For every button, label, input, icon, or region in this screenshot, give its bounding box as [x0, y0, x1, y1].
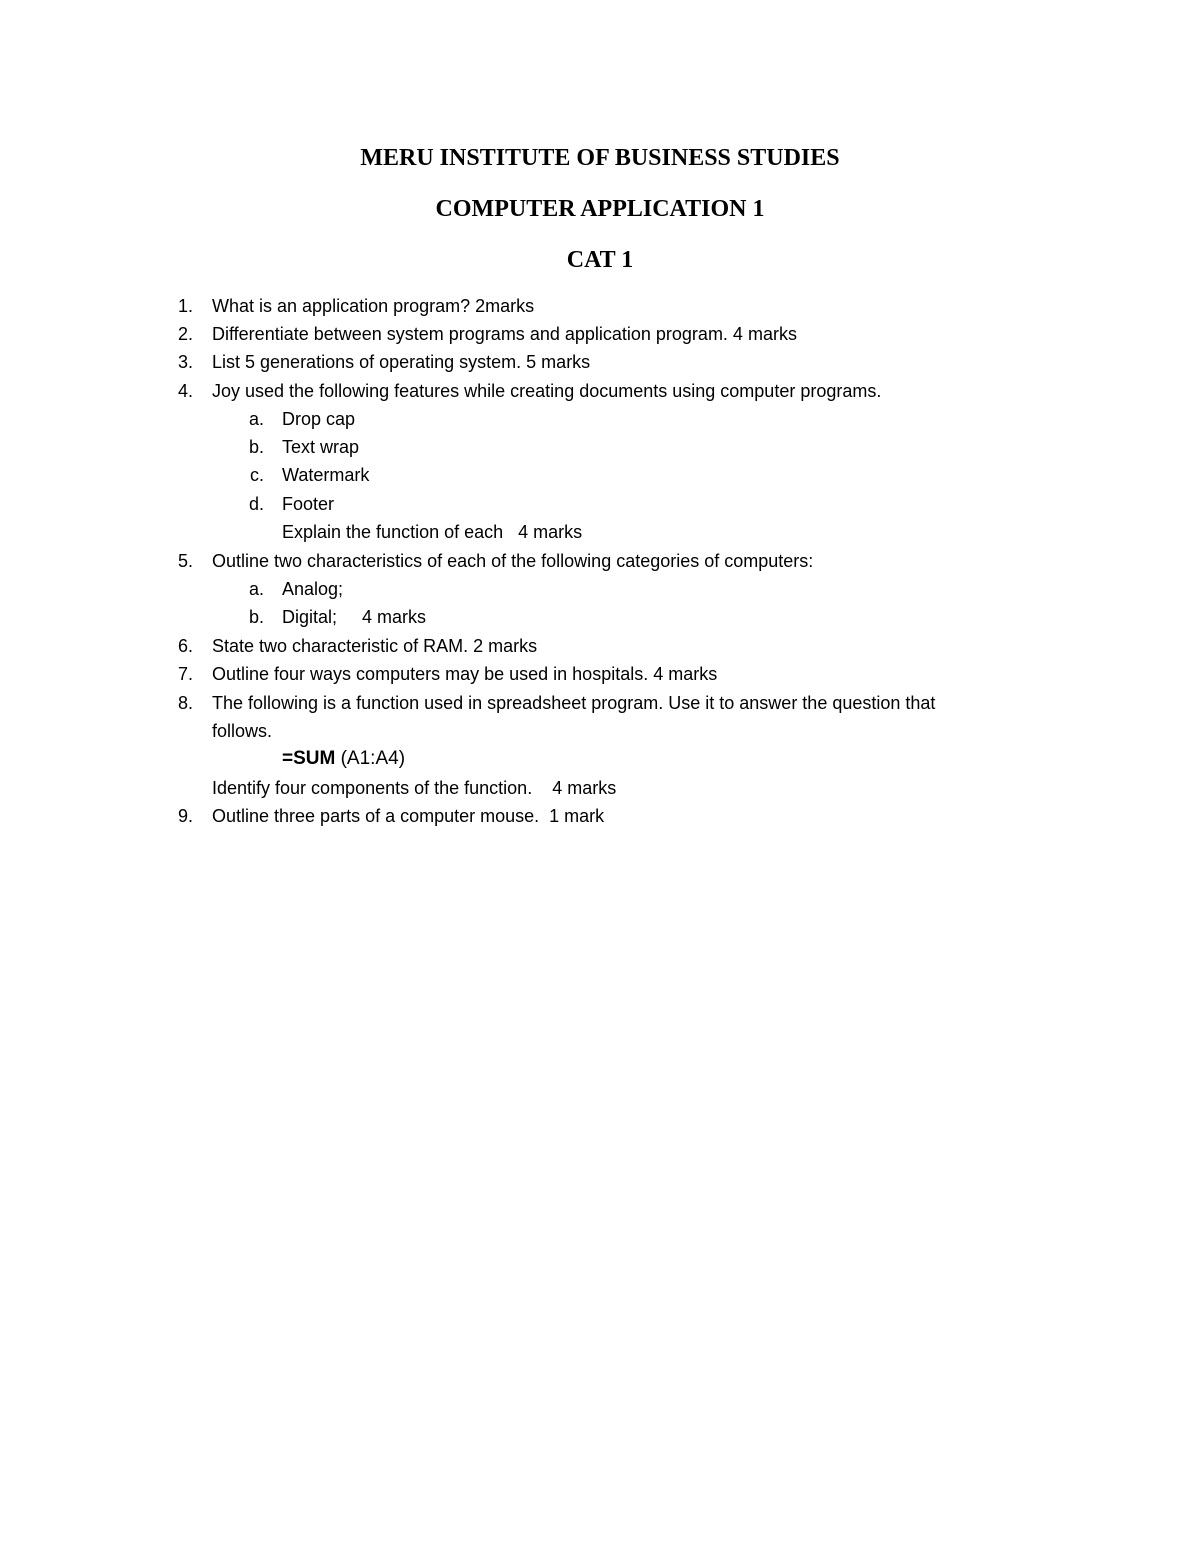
- question-text: Differentiate between system programs and application program. 4 marks: [212, 324, 797, 344]
- question-number: 3.: [177, 352, 193, 372]
- question-number: 6.: [177, 636, 193, 656]
- question-followup: Explain the function of each 4 marks: [282, 522, 583, 542]
- subitem-text: Footer: [282, 494, 335, 514]
- subitem-letter: a.: [248, 409, 264, 429]
- question-number: 1.: [177, 296, 193, 316]
- question-text: Joy used the following features while creating documents using computer programs.: [212, 381, 882, 401]
- question-followup: Identify four components of the function. 4 marks: [212, 778, 617, 798]
- subitem-letter: b.: [248, 437, 264, 457]
- subitem-text: Text wrap: [282, 437, 360, 457]
- question-number: 7.: [177, 664, 193, 684]
- exam-title: CAT 1: [566, 247, 634, 273]
- spreadsheet-formula: [282, 747, 405, 771]
- question-number: 5.: [177, 551, 193, 571]
- formula-arguments: (A1:A4): [335, 748, 406, 769]
- question-text: Outline three parts of a computer mouse. 1 mark: [212, 806, 605, 826]
- subitem-text: Digital; 4 marks: [282, 607, 427, 627]
- question-text: What is an application program? 2marks: [212, 296, 535, 316]
- question-text-continued: follows.: [212, 721, 273, 741]
- formula-function: =SUM: [282, 748, 336, 769]
- subitem-letter: d.: [248, 494, 264, 514]
- question-number: 2.: [177, 324, 193, 344]
- course-title: COMPUTER APPLICATION 1: [435, 196, 765, 222]
- question-text: State two characteristic of RAM. 2 marks: [212, 636, 538, 656]
- question-text: Outline two characteristics of each of the following categories of computers:: [212, 551, 814, 571]
- subitem-letter: a.: [248, 579, 264, 599]
- question-text: The following is a function used in spreadsheet program. Use it to answer the question that: [212, 693, 936, 713]
- question-text: Outline four ways computers may be used in hospitals. 4 marks: [212, 664, 718, 684]
- question-number: 4.: [177, 381, 193, 401]
- question-text: List 5 generations of operating system. 5 marks: [212, 352, 591, 372]
- subitem-letter: c.: [249, 465, 264, 485]
- subitem-text: Analog;: [282, 579, 344, 599]
- institution-title: MERU INSTITUTE OF BUSINESS STUDIES: [360, 145, 840, 171]
- subitem-text: Watermark: [282, 465, 370, 485]
- question-number: 8.: [177, 693, 193, 713]
- question-number: 9.: [177, 806, 193, 826]
- subitem-text: Drop cap: [282, 409, 356, 429]
- subitem-letter: b.: [248, 607, 264, 627]
